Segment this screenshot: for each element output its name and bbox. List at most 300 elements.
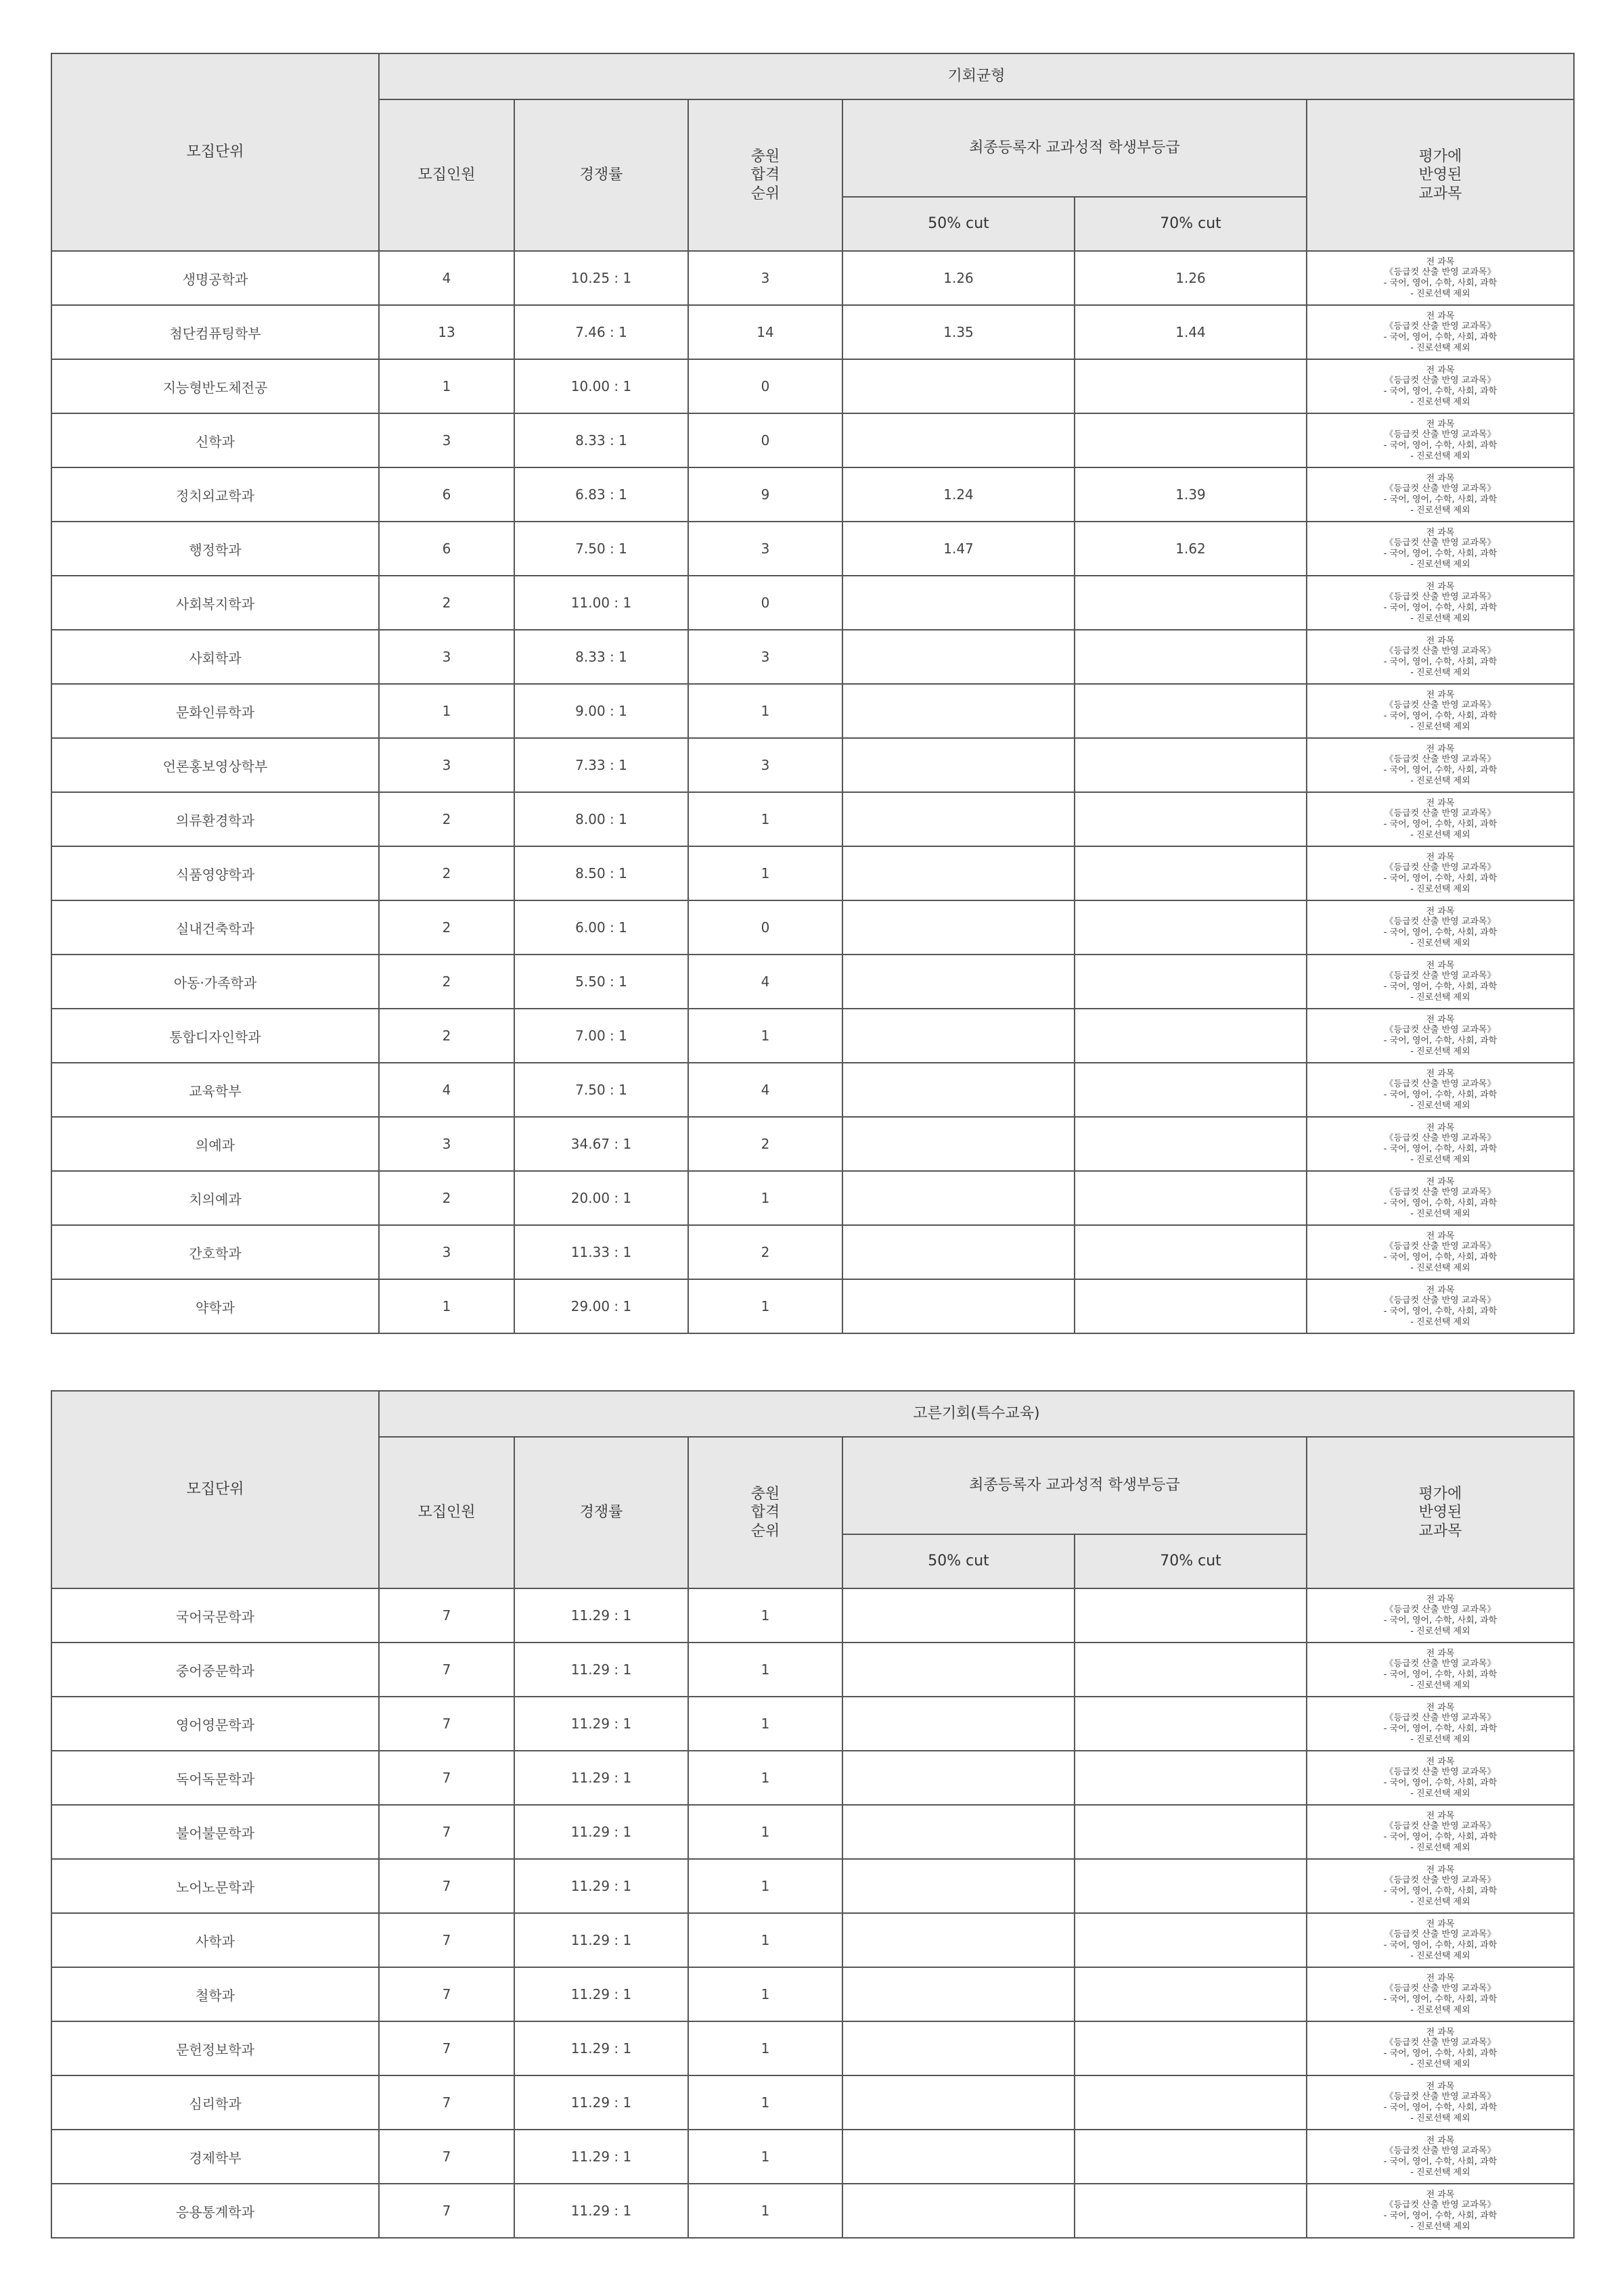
cell-cut70 [1075,792,1307,846]
subject-note-line: - 진로선택 제외 [1410,505,1470,515]
cell-ratio: 8.33 : 1 [514,630,688,684]
header-quota: 모집인원 [379,99,514,251]
cell-quota: 7 [379,1859,514,1913]
subject-note-line: - 국어, 영어, 수학, 사회, 과학 [1383,495,1497,505]
header-cut50: 50% cut [842,1534,1075,1588]
subject-note-line: 전 과목 [1426,906,1455,917]
cell-ratio: 11.29 : 1 [514,1913,688,1967]
cell-cut50 [842,1588,1075,1643]
cell-quota: 2 [379,792,514,846]
header-subjects [1307,99,1574,251]
cell-cut50 [842,1751,1075,1805]
cell-quota: 6 [379,522,514,576]
cell-unit: 심리학과 [51,2075,379,2130]
cell-ratio: 8.50 : 1 [514,846,688,900]
subject-note-line: 《등급컷 산출 반영 교과목》 [1384,1295,1496,1306]
subject-note-line: 전 과목 [1426,581,1455,592]
cell-ratio: 11.29 : 1 [514,1967,688,2021]
cell-ratio: 6.00 : 1 [514,900,688,955]
cell-cut50 [842,1643,1075,1697]
cell-ratio: 7.50 : 1 [514,1063,688,1117]
subject-note-line: 《등급컷 산출 반영 교과목》 [1384,2092,1496,2103]
table-row [51,846,1574,900]
subject-note-line: 전 과목 [1426,2135,1455,2146]
header-cut50: 50% cut [842,197,1075,251]
cell-ratio: 20.00 : 1 [514,1171,688,1225]
cell-unit: 문헌정보학과 [51,2021,379,2075]
header-ratio: 경쟁률 [514,1437,688,1588]
header-subjects-line: 교과목 [1418,1522,1462,1540]
table-row [51,1967,1574,2021]
subject-note-line: 《등급컷 산출 반영 교과목》 [1384,1187,1496,1198]
header-subjects-line: 반영된 [1418,1504,1462,1521]
cell-subjects [1307,846,1574,900]
cell-unit: 문화인류학과 [51,684,379,738]
cell-cut50 [842,1063,1075,1117]
cell-unit: 사학과 [51,1913,379,1967]
header-subjects-line: 평가에 [1418,147,1462,165]
cell-rank: 2 [688,1117,842,1171]
header-cut70: 70% cut [1075,197,1307,251]
table-row [51,1643,1574,1697]
table-row [51,413,1574,467]
cell-rank: 14 [688,305,842,359]
cell-ratio: 11.33 : 1 [514,1225,688,1279]
table-row [51,1279,1574,1333]
subject-note-line: - 진로선택 제외 [1410,559,1470,570]
cell-cut50 [842,738,1075,792]
cell-quota: 1 [379,359,514,413]
header-cut70: 70% cut [1075,1534,1307,1588]
cell-subjects [1307,1913,1574,1967]
cell-unit: 의예과 [51,1117,379,1171]
cell-subjects [1307,738,1574,792]
subject-note-line: - 진로선택 제외 [1410,396,1470,407]
subject-note-line: 《등급컷 산출 반영 교과목》 [1384,754,1496,765]
table-row [51,1009,1574,1063]
cell-subjects [1307,359,1574,413]
cell-ratio: 9.00 : 1 [514,684,688,738]
cell-quota: 7 [379,1805,514,1859]
cell-quota: 7 [379,2130,514,2184]
header-subjects [1307,1437,1574,1588]
cell-ratio: 8.00 : 1 [514,792,688,846]
subject-note-line: 전 과목 [1426,852,1455,863]
subject-note-line: - 진로선택 제외 [1410,613,1470,624]
subject-note-line: 전 과목 [1426,798,1455,808]
table-row [51,1859,1574,1913]
subject-note-line: 《등급컷 산출 반영 교과목》 [1384,2200,1496,2211]
table-row [51,792,1574,846]
cell-unit: 국어국문학과 [51,1588,379,1643]
cell-cut70 [1075,1859,1307,1913]
header-quota: 모집인원 [379,1437,514,1588]
subject-note-line: - 국어, 영어, 수학, 사회, 과학 [1383,386,1497,396]
cell-subjects [1307,1643,1574,1697]
cell-subjects [1307,1859,1574,1913]
table-row [51,955,1574,1009]
subject-note-line: 《등급컷 산출 반영 교과목》 [1384,375,1496,386]
subject-note-line: - 국어, 영어, 수학, 사회, 과학 [1383,657,1497,667]
cell-subjects [1307,955,1574,1009]
subject-note-line: - 진로선택 제외 [1410,1788,1470,1799]
subject-note-line: - 국어, 영어, 수학, 사회, 과학 [1383,873,1497,883]
cell-ratio: 7.00 : 1 [514,1009,688,1063]
subject-note-line: 전 과목 [1426,1285,1455,1295]
cell-cut70 [1075,1009,1307,1063]
subject-note-line: 전 과목 [1426,743,1455,754]
cell-ratio: 11.29 : 1 [514,1859,688,1913]
subject-note-line: 전 과목 [1426,1864,1455,1875]
subject-note-line: - 국어, 영어, 수학, 사회, 과학 [1383,2048,1497,2059]
cell-ratio: 10.25 : 1 [514,251,688,305]
subject-note-line: 《등급컷 산출 반영 교과목》 [1384,1079,1496,1090]
subject-note-line: - 진로선택 제외 [1410,342,1470,353]
cell-subjects [1307,1697,1574,1751]
cell-rank: 1 [688,792,842,846]
cell-unit: 행정학과 [51,522,379,576]
cell-quota: 2 [379,846,514,900]
subject-note-line: 전 과목 [1426,419,1455,430]
cell-subjects [1307,1967,1574,2021]
cell-rank: 4 [688,1063,842,1117]
cell-quota: 7 [379,1967,514,2021]
cell-unit: 정치외교학과 [51,467,379,522]
cell-rank: 0 [688,900,842,955]
header-rank-line: 충원 [750,147,780,165]
cell-unit: 통합디자인학과 [51,1009,379,1063]
cell-cut50 [842,1009,1075,1063]
cell-cut70 [1075,2075,1307,2130]
cell-ratio: 7.50 : 1 [514,522,688,576]
subject-note-line: 《등급컷 산출 반영 교과목》 [1384,1025,1496,1036]
cell-rank: 1 [688,1171,842,1225]
cell-quota: 7 [379,1913,514,1967]
subject-note-line: - 진로선택 제외 [1410,721,1470,732]
cell-subjects [1307,1063,1574,1117]
cell-rank: 1 [688,1967,842,2021]
cell-rank: 1 [688,2184,842,2238]
cell-ratio: 11.29 : 1 [514,2130,688,2184]
cell-subjects [1307,2021,1574,2075]
cell-cut50 [842,1805,1075,1859]
cell-quota: 6 [379,467,514,522]
cell-unit: 사회복지학과 [51,576,379,630]
cell-cut70 [1075,2184,1307,2238]
cell-subjects [1307,1171,1574,1225]
subject-note-line: - 진로선택 제외 [1410,667,1470,678]
cell-quota: 3 [379,413,514,467]
subject-note-line: - 진로선택 제외 [1410,1208,1470,1219]
subject-note-line: - 진로선택 제외 [1410,938,1470,948]
subject-note-line: 전 과목 [1426,1231,1455,1241]
cell-cut70 [1075,1643,1307,1697]
subject-note-line: - 진로선택 제외 [1410,1626,1470,1636]
cell-unit: 신학과 [51,413,379,467]
cell-rank: 9 [688,467,842,522]
cell-cut70 [1075,738,1307,792]
cell-cut70 [1075,1225,1307,1279]
subject-note-line: 전 과목 [1426,2189,1455,2200]
cell-subjects [1307,792,1574,846]
cell-rank: 1 [688,2021,842,2075]
cell-cut50 [842,2130,1075,2184]
header-ratio: 경쟁률 [514,99,688,251]
subject-note-line: 《등급컷 산출 반영 교과목》 [1384,592,1496,603]
subject-note-line: 전 과목 [1426,1594,1455,1605]
subject-note-line: - 국어, 영어, 수학, 사회, 과학 [1383,1198,1497,1208]
cell-rank: 3 [688,251,842,305]
cell-cut50 [842,359,1075,413]
subject-note-line: 전 과목 [1426,1068,1455,1079]
cell-cut50 [842,2075,1075,2130]
subject-note-line: - 진로선택 제외 [1410,1154,1470,1165]
subject-note-line: 《등급컷 산출 반영 교과목》 [1384,1767,1496,1778]
subject-note-line: 《등급컷 산출 반영 교과목》 [1384,1241,1496,1252]
cell-cut70 [1075,2021,1307,2075]
cell-cut50: 1.35 [842,305,1075,359]
subject-note-line: - 국어, 영어, 수학, 사회, 과학 [1383,1886,1497,1896]
cell-cut70: 1.26 [1075,251,1307,305]
cell-ratio: 11.29 : 1 [514,1588,688,1643]
subject-note-line: 전 과목 [1426,1014,1455,1025]
cell-unit: 생명공학과 [51,251,379,305]
subject-note-line: 《등급컷 산출 반영 교과목》 [1384,1713,1496,1724]
subject-note-line: - 진로선택 제외 [1410,2167,1470,2178]
subject-note-line: 전 과목 [1426,960,1455,971]
cell-rank: 1 [688,1588,842,1643]
header-subjects-line: 반영된 [1418,166,1462,184]
cell-cut50 [842,846,1075,900]
table-row [51,467,1574,522]
cell-cut70 [1075,1063,1307,1117]
cell-cut50: 1.47 [842,522,1075,576]
subject-note-line: - 국어, 영어, 수학, 사회, 과학 [1383,711,1497,721]
subject-note-line: 《등급컷 산출 반영 교과목》 [1384,1659,1496,1670]
subject-note-line: - 진로선택 제외 [1410,1842,1470,1853]
subject-note-line: - 진로선택 제외 [1410,992,1470,1003]
table-row [51,738,1574,792]
table-row [51,576,1574,630]
subject-note-line: 《등급컷 산출 반영 교과목》 [1384,2146,1496,2157]
cell-cut70 [1075,1967,1307,2021]
cell-quota: 4 [379,1063,514,1117]
subject-note-line: - 국어, 영어, 수학, 사회, 과학 [1383,278,1497,288]
cell-subjects [1307,684,1574,738]
cell-unit: 의류환경학과 [51,792,379,846]
cell-unit: 노어노문학과 [51,1859,379,1913]
cell-cut50: 1.26 [842,251,1075,305]
subject-note-line: - 진로선택 제외 [1410,1896,1470,1907]
cell-unit: 응용통계학과 [51,2184,379,2238]
cell-ratio: 7.46 : 1 [514,305,688,359]
header-subjects-line: 평가에 [1418,1485,1462,1502]
subject-note-line: 《등급컷 산출 반영 교과목》 [1384,808,1496,819]
subject-note-line: 전 과목 [1426,1919,1455,1929]
cell-cut70: 1.39 [1075,467,1307,522]
cell-ratio: 11.29 : 1 [514,2184,688,2238]
subject-note-line: 전 과목 [1426,1702,1455,1713]
cell-rank: 1 [688,1009,842,1063]
header-rank-line: 합격 [750,166,780,184]
cell-quota: 7 [379,1751,514,1805]
subject-note-line: - 국어, 영어, 수학, 사회, 과학 [1383,765,1497,775]
table-row [51,2130,1574,2184]
subject-note-line: - 진로선택 제외 [1410,2004,1470,2015]
subject-note-line: - 국어, 영어, 수학, 사회, 과학 [1383,819,1497,829]
subject-note-line: - 국어, 영어, 수학, 사회, 과학 [1383,549,1497,559]
subject-note-line: - 국어, 영어, 수학, 사회, 과학 [1383,927,1497,938]
table-title: 기회균형 [379,53,1574,99]
cell-cut50 [842,630,1075,684]
cell-rank: 2 [688,1225,842,1279]
table-row [51,1697,1574,1751]
cell-unit: 아동·가족학과 [51,955,379,1009]
cell-unit: 약학과 [51,1279,379,1333]
cell-cut50 [842,1697,1075,1751]
subject-note-line: 전 과목 [1426,2027,1455,2038]
cell-cut50 [842,1967,1075,2021]
subject-note-line: - 진로선택 제외 [1410,1680,1470,1691]
subject-note-line: - 진로선택 제외 [1410,883,1470,894]
table-row [51,1225,1574,1279]
cell-unit: 식품영양학과 [51,846,379,900]
subject-note-line: - 국어, 영어, 수학, 사회, 과학 [1383,1724,1497,1734]
cell-rank: 1 [688,684,842,738]
subject-note-line: - 진로선택 제외 [1410,1316,1470,1327]
cell-subjects [1307,305,1574,359]
admissions-table-special-education [51,1390,1575,2238]
cell-quota: 3 [379,1117,514,1171]
subject-note-line: - 국어, 영어, 수학, 사회, 과학 [1383,1144,1497,1154]
table-row [51,1117,1574,1171]
cell-rank: 1 [688,846,842,900]
cell-quota: 13 [379,305,514,359]
table-row [51,900,1574,955]
cell-unit: 치의예과 [51,1171,379,1225]
table-row [51,522,1574,576]
cell-rank: 0 [688,413,842,467]
cell-cut70 [1075,1588,1307,1643]
cell-cut50 [842,576,1075,630]
subject-note-line: - 국어, 영어, 수학, 사회, 과학 [1383,1306,1497,1316]
subject-note-line: 《등급컷 산출 반영 교과목》 [1384,646,1496,657]
cell-quota: 3 [379,1225,514,1279]
cell-cut70 [1075,1697,1307,1751]
cell-ratio: 11.29 : 1 [514,1805,688,1859]
cell-unit: 지능형반도체전공 [51,359,379,413]
cell-cut70 [1075,1913,1307,1967]
cell-cut50 [842,900,1075,955]
cell-quota: 7 [379,1697,514,1751]
subject-note-line: - 국어, 영어, 수학, 사회, 과학 [1383,1940,1497,1950]
cell-cut50 [842,1225,1075,1279]
cell-ratio: 34.67 : 1 [514,1117,688,1171]
cell-cut70 [1075,413,1307,467]
subject-note-line: 전 과목 [1426,311,1455,321]
subject-note-line: - 국어, 영어, 수학, 사회, 과학 [1383,1615,1497,1626]
subject-note-line: 《등급컷 산출 반영 교과목》 [1384,267,1496,278]
subject-note-line: - 국어, 영어, 수학, 사회, 과학 [1383,1994,1497,2004]
subject-note-line: 《등급컷 산출 반영 교과목》 [1384,1929,1496,1940]
cell-rank: 3 [688,522,842,576]
cell-cut70 [1075,1805,1307,1859]
cell-subjects [1307,467,1574,522]
cell-unit: 중어중문학과 [51,1643,379,1697]
subject-note-line: - 진로선택 제외 [1410,2113,1470,2123]
subject-note-line: - 국어, 영어, 수학, 사회, 과학 [1383,1832,1497,1842]
cell-unit: 영어영문학과 [51,1697,379,1751]
subject-note-line: 전 과목 [1426,256,1455,267]
cell-quota: 1 [379,1279,514,1333]
subject-note-line: - 진로선택 제외 [1410,1046,1470,1057]
subject-note-line: - 진로선택 제외 [1410,1950,1470,1961]
subject-note-line: - 진로선택 제외 [1410,288,1470,299]
subject-note-line: - 국어, 영어, 수학, 사회, 과학 [1383,2157,1497,2167]
table-row [51,1588,1574,1643]
cell-unit: 철학과 [51,1967,379,2021]
header-grade: 최종등록자 교과성적 학생부등급 [842,99,1307,197]
cell-cut70 [1075,1279,1307,1333]
cell-unit: 실내건축학과 [51,900,379,955]
cell-cut70 [1075,955,1307,1009]
cell-cut70 [1075,1751,1307,1805]
subject-note-line: 전 과목 [1426,1122,1455,1133]
cell-cut50 [842,684,1075,738]
subject-note-line: 《등급컷 산출 반영 교과목》 [1384,971,1496,982]
cell-quota: 7 [379,2021,514,2075]
cell-unit: 독어독문학과 [51,1751,379,1805]
cell-rank: 1 [688,1279,842,1333]
cell-cut50 [842,792,1075,846]
cell-subjects [1307,1009,1574,1063]
cell-subjects [1307,413,1574,467]
cell-rank: 1 [688,1697,842,1751]
subject-note-line: 《등급컷 산출 반영 교과목》 [1384,1605,1496,1615]
subject-note-line: - 국어, 영어, 수학, 사회, 과학 [1383,2211,1497,2221]
cell-cut50 [842,2021,1075,2075]
cell-ratio: 11.29 : 1 [514,1643,688,1697]
cell-cut70 [1075,630,1307,684]
cell-subjects [1307,576,1574,630]
subject-note-line: 《등급컷 산출 반영 교과목》 [1384,484,1496,495]
cell-ratio: 29.00 : 1 [514,1279,688,1333]
subject-note-line: 《등급컷 산출 반영 교과목》 [1384,1133,1496,1144]
subject-note-line: 《등급컷 산출 반영 교과목》 [1384,430,1496,440]
cell-rank: 1 [688,1859,842,1913]
cell-rank: 1 [688,1751,842,1805]
table-row [51,1063,1574,1117]
subject-note-line: - 진로선택 제외 [1410,451,1470,461]
cell-quota: 2 [379,1009,514,1063]
cell-cut50 [842,1279,1075,1333]
table-row [51,684,1574,738]
cell-ratio: 11.29 : 1 [514,2021,688,2075]
cell-cut50 [842,413,1075,467]
cell-quota: 1 [379,684,514,738]
cell-subjects [1307,1751,1574,1805]
cell-rank: 0 [688,359,842,413]
subject-note-line: - 국어, 영어, 수학, 사회, 과학 [1383,1036,1497,1046]
cell-rank: 1 [688,1913,842,1967]
subject-note-line: 전 과목 [1426,1810,1455,1821]
cell-ratio: 8.33 : 1 [514,413,688,467]
cell-quota: 3 [379,738,514,792]
cell-unit: 간호학과 [51,1225,379,1279]
cell-ratio: 5.50 : 1 [514,955,688,1009]
subject-note-line: 전 과목 [1426,1973,1455,1983]
cell-subjects [1307,1279,1574,1333]
